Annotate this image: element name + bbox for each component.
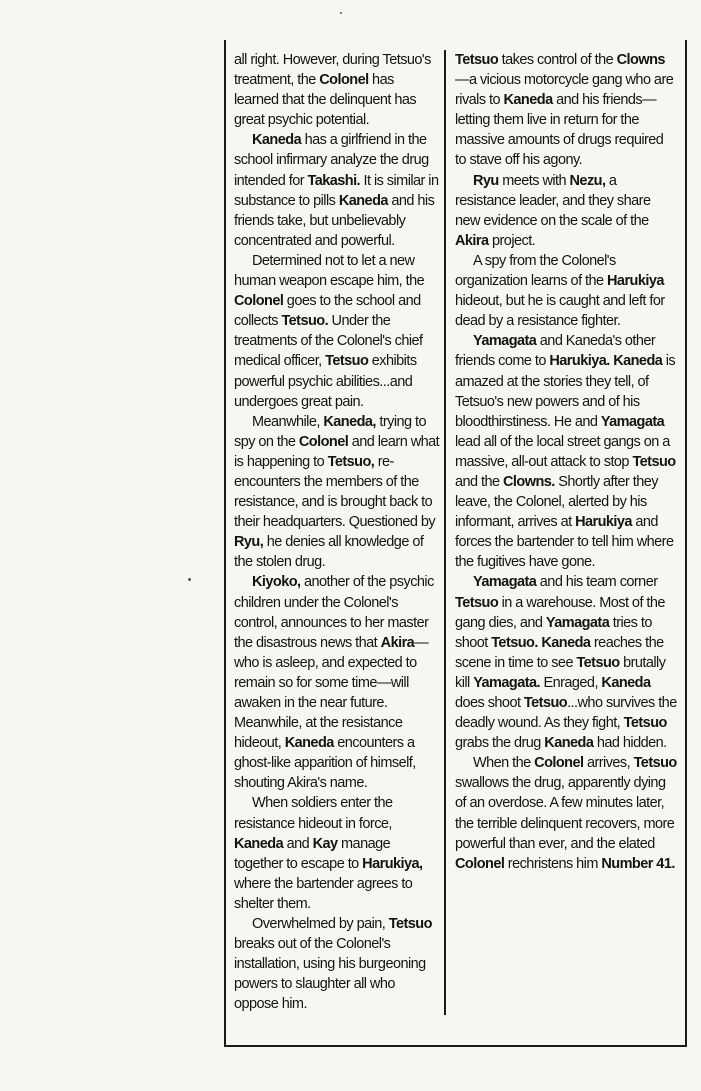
bold-name: Kaneda: [338, 192, 388, 209]
bold-name: Harukiya: [575, 514, 632, 531]
bold-name: Tetsuo: [325, 353, 369, 370]
text-run: A spy from the Colonel's organization learns of the: [455, 252, 616, 290]
bold-name: Colonel: [534, 755, 584, 772]
bold-name: Tetsuo: [455, 52, 499, 68]
bold-name: Akira: [455, 232, 489, 249]
left-column: [234, 50, 440, 1015]
paragraph-10: [455, 251, 677, 331]
text-run: trying to spy on the: [234, 413, 426, 450]
bold-name: Tetsuo.: [491, 634, 538, 651]
text-run: breaks out of the Colonel's installation, using his burgeoning powers to slaughter all who oppose him.: [234, 936, 426, 1013]
text-run: Enraged,: [540, 674, 602, 691]
text-run: tries to shoot: [455, 614, 652, 651]
text-run: in a warehouse. Most of the gang dies, and: [455, 594, 665, 631]
bold-name: Tetsuo: [523, 695, 568, 711]
text-run: has a girlfriend in the school infirmary analyze the drug intended for: [234, 132, 429, 189]
text-run: Overwhelmed by pain,: [252, 916, 389, 933]
bold-name: Clowns: [616, 52, 665, 68]
text-run: and: [283, 835, 313, 852]
bold-name: Colonel: [455, 855, 505, 872]
text-run: grabs the drug: [455, 735, 545, 752]
text-run: Shortly after they leave, the Colonel, alerted by his informant, arrives at: [455, 473, 658, 531]
text-run: and his team corner: [536, 574, 658, 591]
text-run: does shoot: [455, 695, 524, 711]
text-run: encounters a ghost-like apparition of himself, shouting Akira's name.: [234, 735, 416, 792]
bold-name: Kay: [312, 835, 338, 852]
column-divider: [444, 50, 446, 1015]
text-run: and Kaneda's other friends come to: [455, 333, 656, 370]
bold-name: Clowns.: [503, 473, 555, 490]
text-run: had hidden.: [593, 735, 667, 752]
bold-name: Kaneda,: [323, 413, 376, 430]
text-run: goes to the school and collects: [234, 293, 421, 330]
text-run: is amazed at the stories they tell, of Tetsuo's new powers and of his bloodthirstiness. He and: [455, 353, 676, 430]
bold-name: Yamagata: [545, 614, 610, 631]
bold-name: Kaneda: [541, 634, 591, 651]
bold-name: Colonel: [298, 433, 349, 450]
text-run: another of the psychic children under the Colonel's control, announces to her master the disastrous news that: [234, 574, 434, 651]
text-run: rechristens him: [504, 855, 602, 872]
text-run: —who is asleep, and expected to remain so for some time—will awaken in the near future. Meanwhile, at the resistance hideout,: [234, 634, 429, 752]
bold-name: Kaneda: [503, 92, 553, 109]
text-run: has learned that the delinquent has great psychic potential.: [234, 72, 417, 129]
text-run: and forces the bartender to tell him where the fugitives have gone.: [455, 514, 674, 571]
bold-name: Ryu: [473, 172, 499, 189]
text-run: swallows the drug, apparently dying of an overdose. A few minutes later, the terrible delinquent recovers, more powerful than ever, and the elated: [455, 775, 675, 852]
text-run: and learn what is happening to: [234, 433, 440, 470]
bold-name: Tetsuo: [623, 715, 667, 732]
bold-name: Tetsuo: [633, 755, 677, 772]
text-run: and his friends—letting them live in return for the massive amounts of drugs required to stave off his agony.: [455, 92, 664, 169]
text-run: brutally kill: [455, 654, 666, 691]
text-run: he denies all knowledge of the stolen drug.: [234, 534, 424, 571]
text-run: where the bartender agrees to shelter them.: [234, 875, 413, 912]
text-run: Under the treatments of the Colonel's chief medical officer,: [234, 313, 423, 370]
text-run: exhibits powerful psychic abilities...and undergoes great pain.: [234, 353, 417, 410]
bold-name: Harukiya: [607, 273, 664, 290]
paragraph-8: [455, 50, 677, 171]
text-run: a resistance leader, and they share new evidence on the scale of the: [455, 172, 651, 229]
paragraph-12: [455, 572, 677, 753]
bold-name: Kaneda: [613, 353, 663, 370]
bold-name: Tetsuo: [632, 453, 676, 470]
paragraph-7: [234, 914, 440, 1014]
bold-name: Number 41.: [601, 855, 675, 872]
bold-name: Colonel: [234, 293, 284, 310]
text-run: re-encounters the members of the resistance, and is brought back to their headquarters. Questioned by: [234, 453, 436, 531]
paragraph-2: [234, 130, 440, 251]
bold-name: Yamagata.: [473, 674, 540, 691]
bold-name: Tetsuo: [388, 916, 432, 933]
bold-name: Tetsuo.: [281, 313, 329, 330]
paragraph-11: [455, 331, 677, 572]
bold-name: Kaneda: [284, 735, 334, 752]
text-run: meets with: [498, 172, 570, 189]
bold-name: Kaneda: [234, 835, 284, 852]
paragraph-3: [234, 251, 440, 412]
text-run: arrives,: [583, 755, 634, 772]
text-run: lead all of the local street gangs on a massive, all-out attack to stop: [455, 433, 670, 470]
text-run: project.: [488, 232, 536, 249]
bold-name: Yamagata: [473, 574, 537, 591]
bold-name: Akira: [380, 634, 415, 651]
bold-name: Kaneda: [252, 132, 302, 149]
text-run: reaches the scene in time to see: [455, 634, 664, 671]
dust-speck: [340, 12, 342, 14]
text-run: —a vicious motorcycle gang who are rivals to: [455, 72, 674, 109]
paragraph-13: [455, 753, 677, 874]
bold-name: Kaneda: [601, 674, 651, 691]
text-run: all right. However, during Tetsuo's treatment, the: [234, 52, 431, 89]
right-column: [455, 50, 677, 874]
bold-name: Harukiya.: [549, 353, 610, 370]
dust-speck: [188, 578, 191, 581]
text-run: Meanwhile,: [252, 413, 324, 430]
text-run: manage together to escape to: [234, 835, 391, 872]
bold-name: Takashi.: [307, 172, 361, 189]
paragraph-4: [234, 412, 440, 573]
text-run: When the: [473, 755, 535, 772]
bold-name: Yamagata: [473, 333, 537, 350]
text-run: ...who survives the deadly wound. As they fight,: [455, 695, 677, 732]
bold-name: Tetsuo,: [327, 453, 375, 470]
bold-name: Nezu,: [569, 172, 606, 189]
bold-name: Colonel: [319, 72, 369, 89]
paragraph-5: [234, 572, 440, 793]
bold-name: Yamagata: [600, 413, 665, 430]
bold-name: Tetsuo: [576, 654, 620, 671]
text-run: Determined not to let a new human weapon escape him, the: [234, 252, 425, 290]
text-run: takes control of the: [498, 52, 617, 68]
bold-name: Kaneda: [544, 735, 594, 752]
bold-name: Tetsuo: [455, 594, 499, 611]
text-run: It is similar in substance to pills: [234, 172, 439, 209]
text-run: and his friends take, but unbelievably concentrated and powerful.: [234, 192, 435, 249]
bold-name: Harukiya,: [362, 855, 423, 872]
paragraph-6: [234, 793, 440, 914]
bold-name: Ryu,: [234, 534, 264, 551]
paragraph-1: [234, 50, 440, 130]
paragraph-9: [455, 171, 677, 251]
text-run: hideout, but he is caught and left for dead by a resistance fighter.: [455, 293, 665, 330]
bold-name: Kiyoko,: [252, 574, 301, 591]
text-run: and the: [455, 473, 504, 490]
text-run: When soldiers enter the resistance hideout in force,: [234, 795, 393, 832]
